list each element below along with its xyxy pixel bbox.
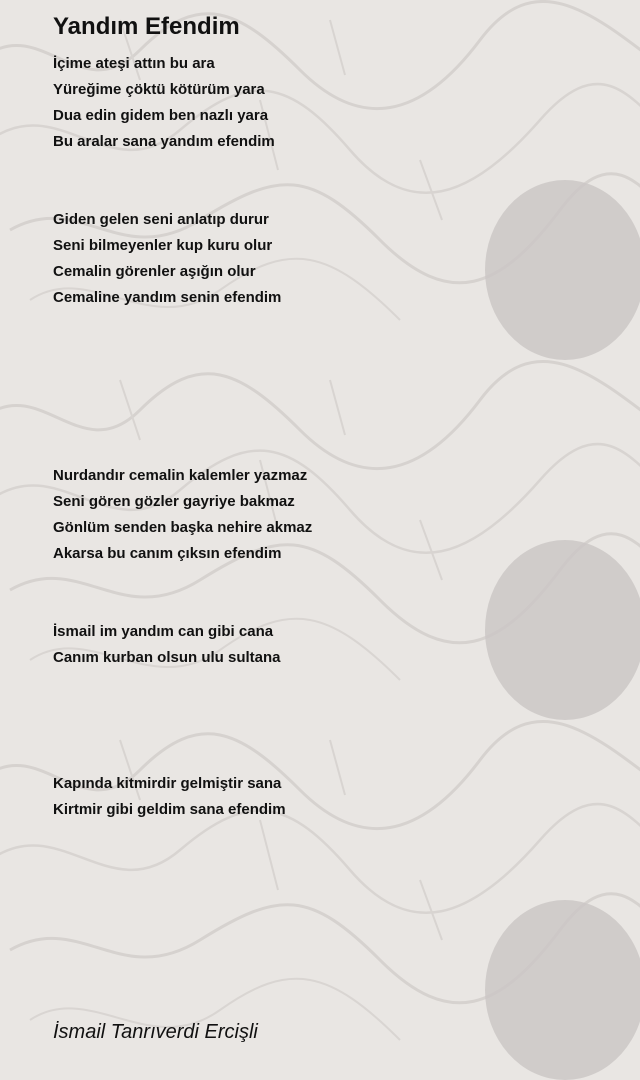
stanza-3 — [53, 463, 312, 567]
poem-line: Canım kurban olsun ulu sultana — [53, 649, 281, 666]
poem-line: Cemalin görenler aşığın olur — [53, 263, 256, 280]
poem-line: İsmail im yandım can gibi cana — [53, 623, 274, 640]
poem-title: Yandım Efendim — [53, 13, 240, 40]
poem-line: Seni gören gözler gayriye bakmaz — [53, 493, 295, 510]
stanza-4 — [53, 619, 281, 671]
poem-line: Kirtmir gibi geldim sana efendim — [53, 801, 286, 818]
stanza-5 — [53, 771, 286, 823]
stanza-2 — [53, 207, 281, 311]
poem-line: Nurdandır cemalin kalemler yazmaz — [53, 467, 308, 484]
poem-line: Cemaline yandım senin efendim — [53, 289, 282, 306]
poem-line: Dua edin gidem ben nazlı yara — [53, 107, 269, 124]
poem-line: Akarsa bu canım çıksın efendim — [53, 545, 282, 562]
poem-line: Gönlüm senden başka nehire akmaz — [53, 519, 313, 536]
poem-line: Bu aralar sana yandım efendim — [53, 133, 275, 150]
poem-line: Kapında kitmirdir gelmiştir sana — [53, 775, 282, 792]
stanza-1 — [53, 51, 275, 155]
poem-line: Seni bilmeyenler kup kuru olur — [53, 237, 273, 254]
poem-line: Yüreğime çöktü kötürüm yara — [53, 81, 265, 98]
poem-line: İçime ateşi attın bu ara — [53, 55, 215, 72]
poem-author: İsmail Tanrıverdi Ercişli — [53, 1021, 258, 1043]
poem-line: Giden gelen seni anlatıp durur — [53, 211, 269, 228]
